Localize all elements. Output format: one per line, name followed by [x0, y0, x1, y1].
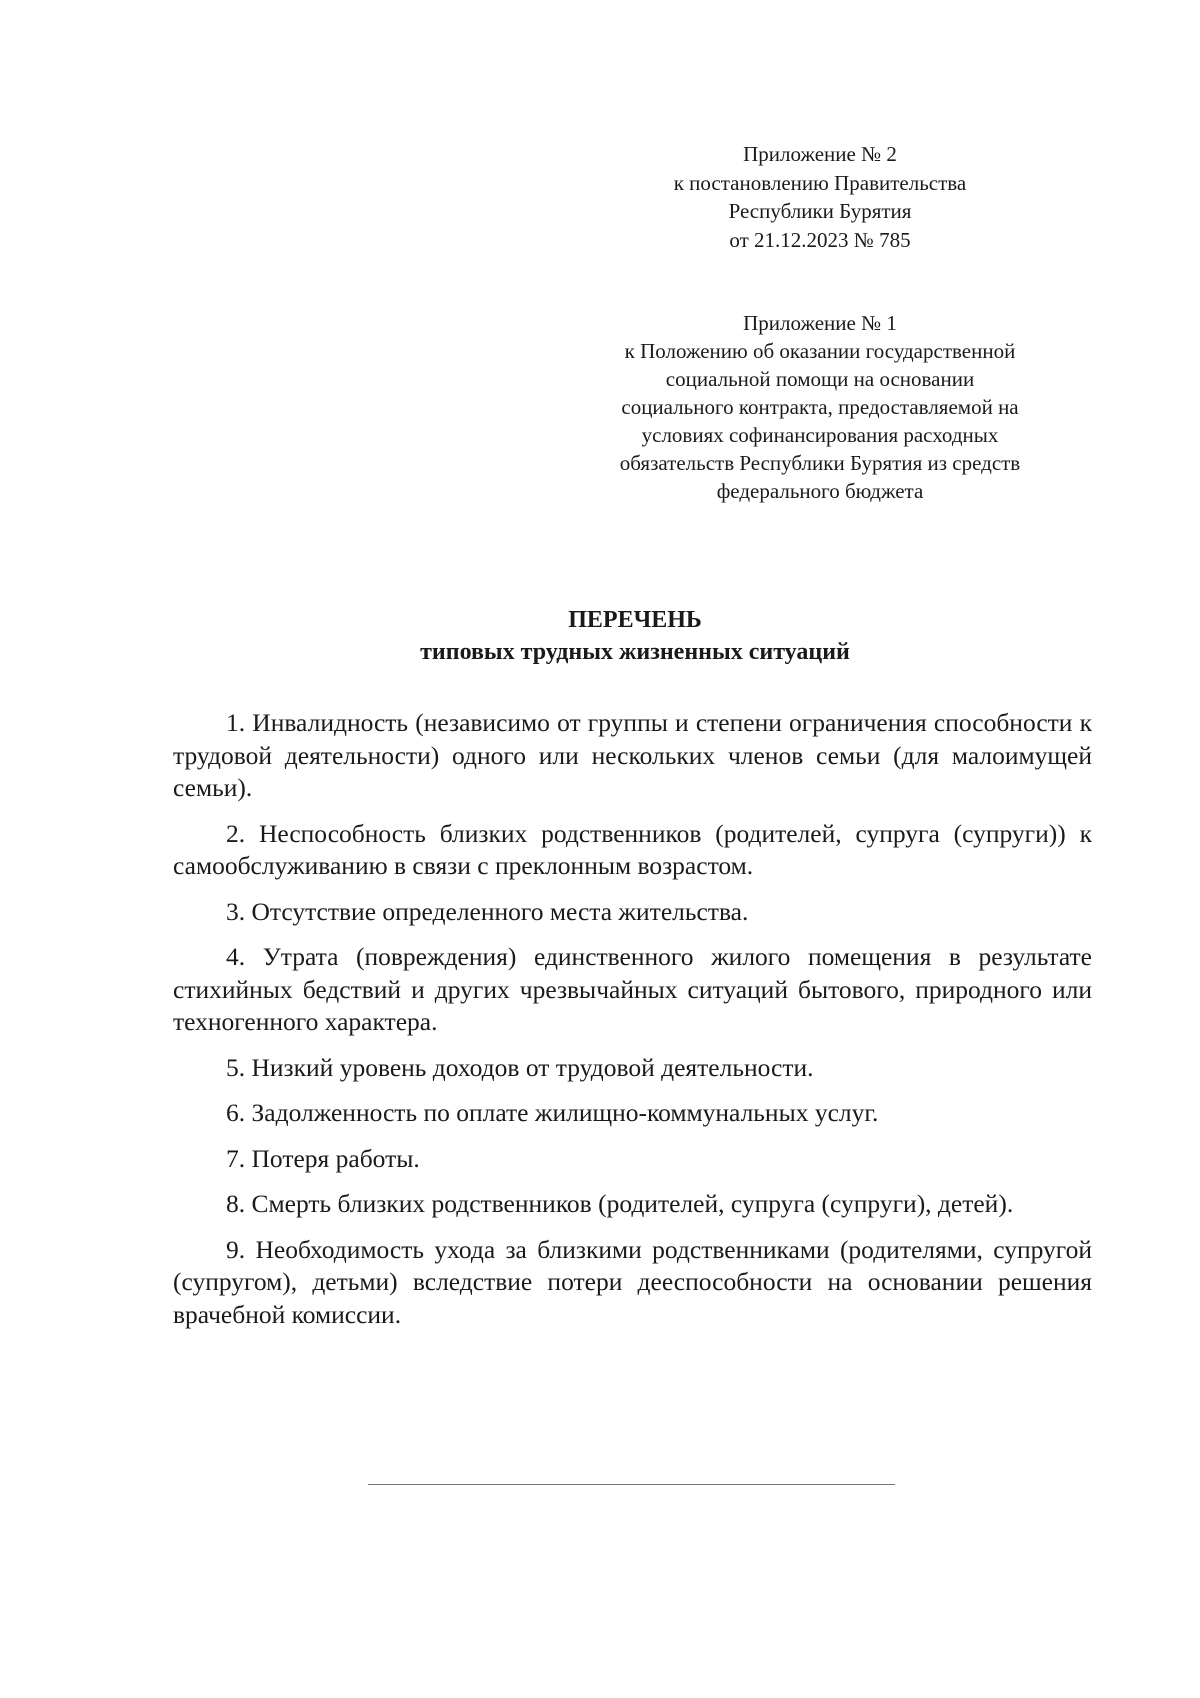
list-item: 7. Потеря работы. — [226, 1143, 420, 1173]
title-subtitle: типовых трудных жизненных ситуаций — [420, 639, 850, 665]
title-main: ПЕРЕЧЕНЬ — [568, 607, 702, 633]
list-item: 8. Смерть близких родственников (родителей, супруга (супруги), детей). — [226, 1189, 1014, 1218]
appendix-resolution-line: к постановлению Правительства — [673, 170, 967, 195]
appendix-regulation-line: социальной помощи на основании — [665, 367, 975, 391]
appendix-resolution-line: Республики Бурятия — [728, 199, 912, 223]
appendix-regulation-line: к Положению об оказании государственной — [624, 339, 1016, 363]
appendix-resolution-line: от 21.12.2023 № 785 — [729, 227, 911, 252]
appendix-regulation-line: социального контракта, предоставляемой на — [621, 395, 1019, 419]
appendix-resolution-line: Приложение № 2 — [743, 142, 897, 166]
list-item: 5. Низкий уровень доходов от трудовой деятельности. — [226, 1052, 814, 1082]
list-item: 9. Необходимость ухода за близкими родственниками (родителями, супругой (супругом), детьми) вследствие потери дееспособности на основании решения врачебной комиссии. — [173, 1234, 1092, 1329]
bottom-divider — [368, 1484, 895, 1485]
list-item: 4. Утрата (повреждения) единственного жилого помещения в результате стихийных бедствий и других чрезвычайных ситуаций бытового, природного или техногенного характера. — [173, 942, 1092, 1036]
appendix-regulation-line: обязательств Республики Бурятия из средств — [619, 451, 1021, 475]
appendix-regulation-header — [560, 309, 1080, 505]
appendix-resolution-header — [560, 140, 1080, 254]
appendix-regulation-line: федерального бюджета — [716, 479, 924, 503]
list-item: 2. Неспособность близких родственников (родителей, супруга (супруги)) к самообслуживанию в связи с преклонным возрастом. — [173, 818, 1092, 880]
appendix-regulation-line: Приложение № 1 — [743, 311, 897, 335]
list-item: 1. Инвалидность (независимо от группы и степени ограничения способности к трудовой деятельности) одного или нескольких членов семьи (для малоимущей семьи). — [173, 708, 1092, 802]
list-item: 3. Отсутствие определенного места жительства. — [226, 896, 749, 926]
document-title — [0, 604, 1200, 668]
appendix-regulation-line: условиях софинансирования расходных — [641, 423, 999, 447]
list-item: 6. Задолженность по оплате жилищно-коммунальных услуг. — [226, 1098, 879, 1127]
situations-list — [173, 707, 1092, 1344]
